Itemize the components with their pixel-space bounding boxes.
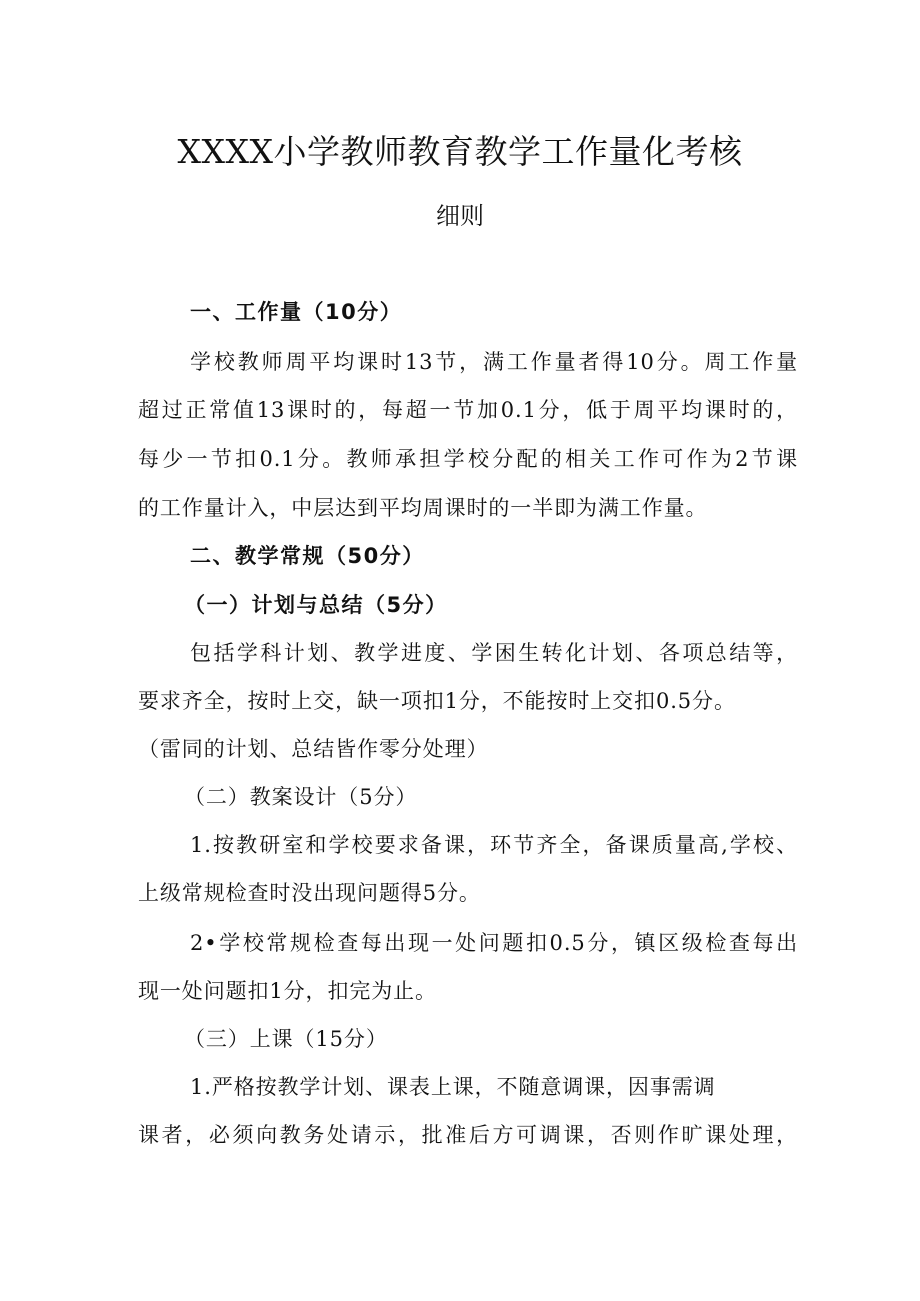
subsection-heading-class: （三）上课（15分）	[184, 1027, 388, 1051]
section-heading-teaching-routine: 二、教学常规（50分）	[190, 544, 425, 568]
subsection-heading-plan-summary: （一）计划与总结（5分）	[184, 593, 448, 617]
paragraph-line: 要求齐全，按时上交，缺一项扣1分，不能按时上交扣0.5分。	[138, 689, 736, 713]
paragraph-line: 学校教师周平均课时13节，满工作量者得10分。周工作量	[190, 350, 798, 374]
paragraph-line: 课者，必须向教务处请示，批准后方可调课，否则作旷课处理，	[138, 1123, 798, 1147]
paragraph-line: 现一处问题扣1分，扣完为止。	[138, 979, 437, 1003]
paragraph-line: 的工作量计入，中层达到平均周课时的一半即为满工作量。	[138, 496, 708, 520]
paragraph-line: 超过正常值13课时的，每超一节加0.1分，低于周平均课时的，	[138, 398, 798, 422]
section-heading-workload: 一、工作量（10分）	[190, 300, 403, 324]
paragraph-line: 每少一节扣0.1分。教师承担学校分配的相关工作可作为2节课	[138, 447, 798, 471]
document-subtitle: 细则	[436, 202, 484, 230]
paragraph-line: 上级常规检查时没出现问题得5分。	[138, 881, 481, 905]
subsection-heading-lesson-design: （二）教案设计（5分）	[184, 785, 418, 809]
paragraph-line: 2•学校常规检查每出现一处问题扣0.5分，镇区级检查每出	[190, 931, 798, 955]
paragraph-line: 1.严格按教学计划、课表上课，不随意调课，因事需调	[190, 1075, 716, 1099]
document-title: XXXX小学教师教育教学工作量化考核	[177, 132, 743, 171]
paragraph-line: 包括学科计划、教学进度、学困生转化计划、各项总结等，	[190, 641, 798, 665]
paragraph-line: 1.按教研室和学校要求备课，环节齐全，备课质量高,学校、	[190, 833, 798, 857]
paragraph-line: （雷同的计划、总结皆作零分处理）	[138, 737, 489, 761]
